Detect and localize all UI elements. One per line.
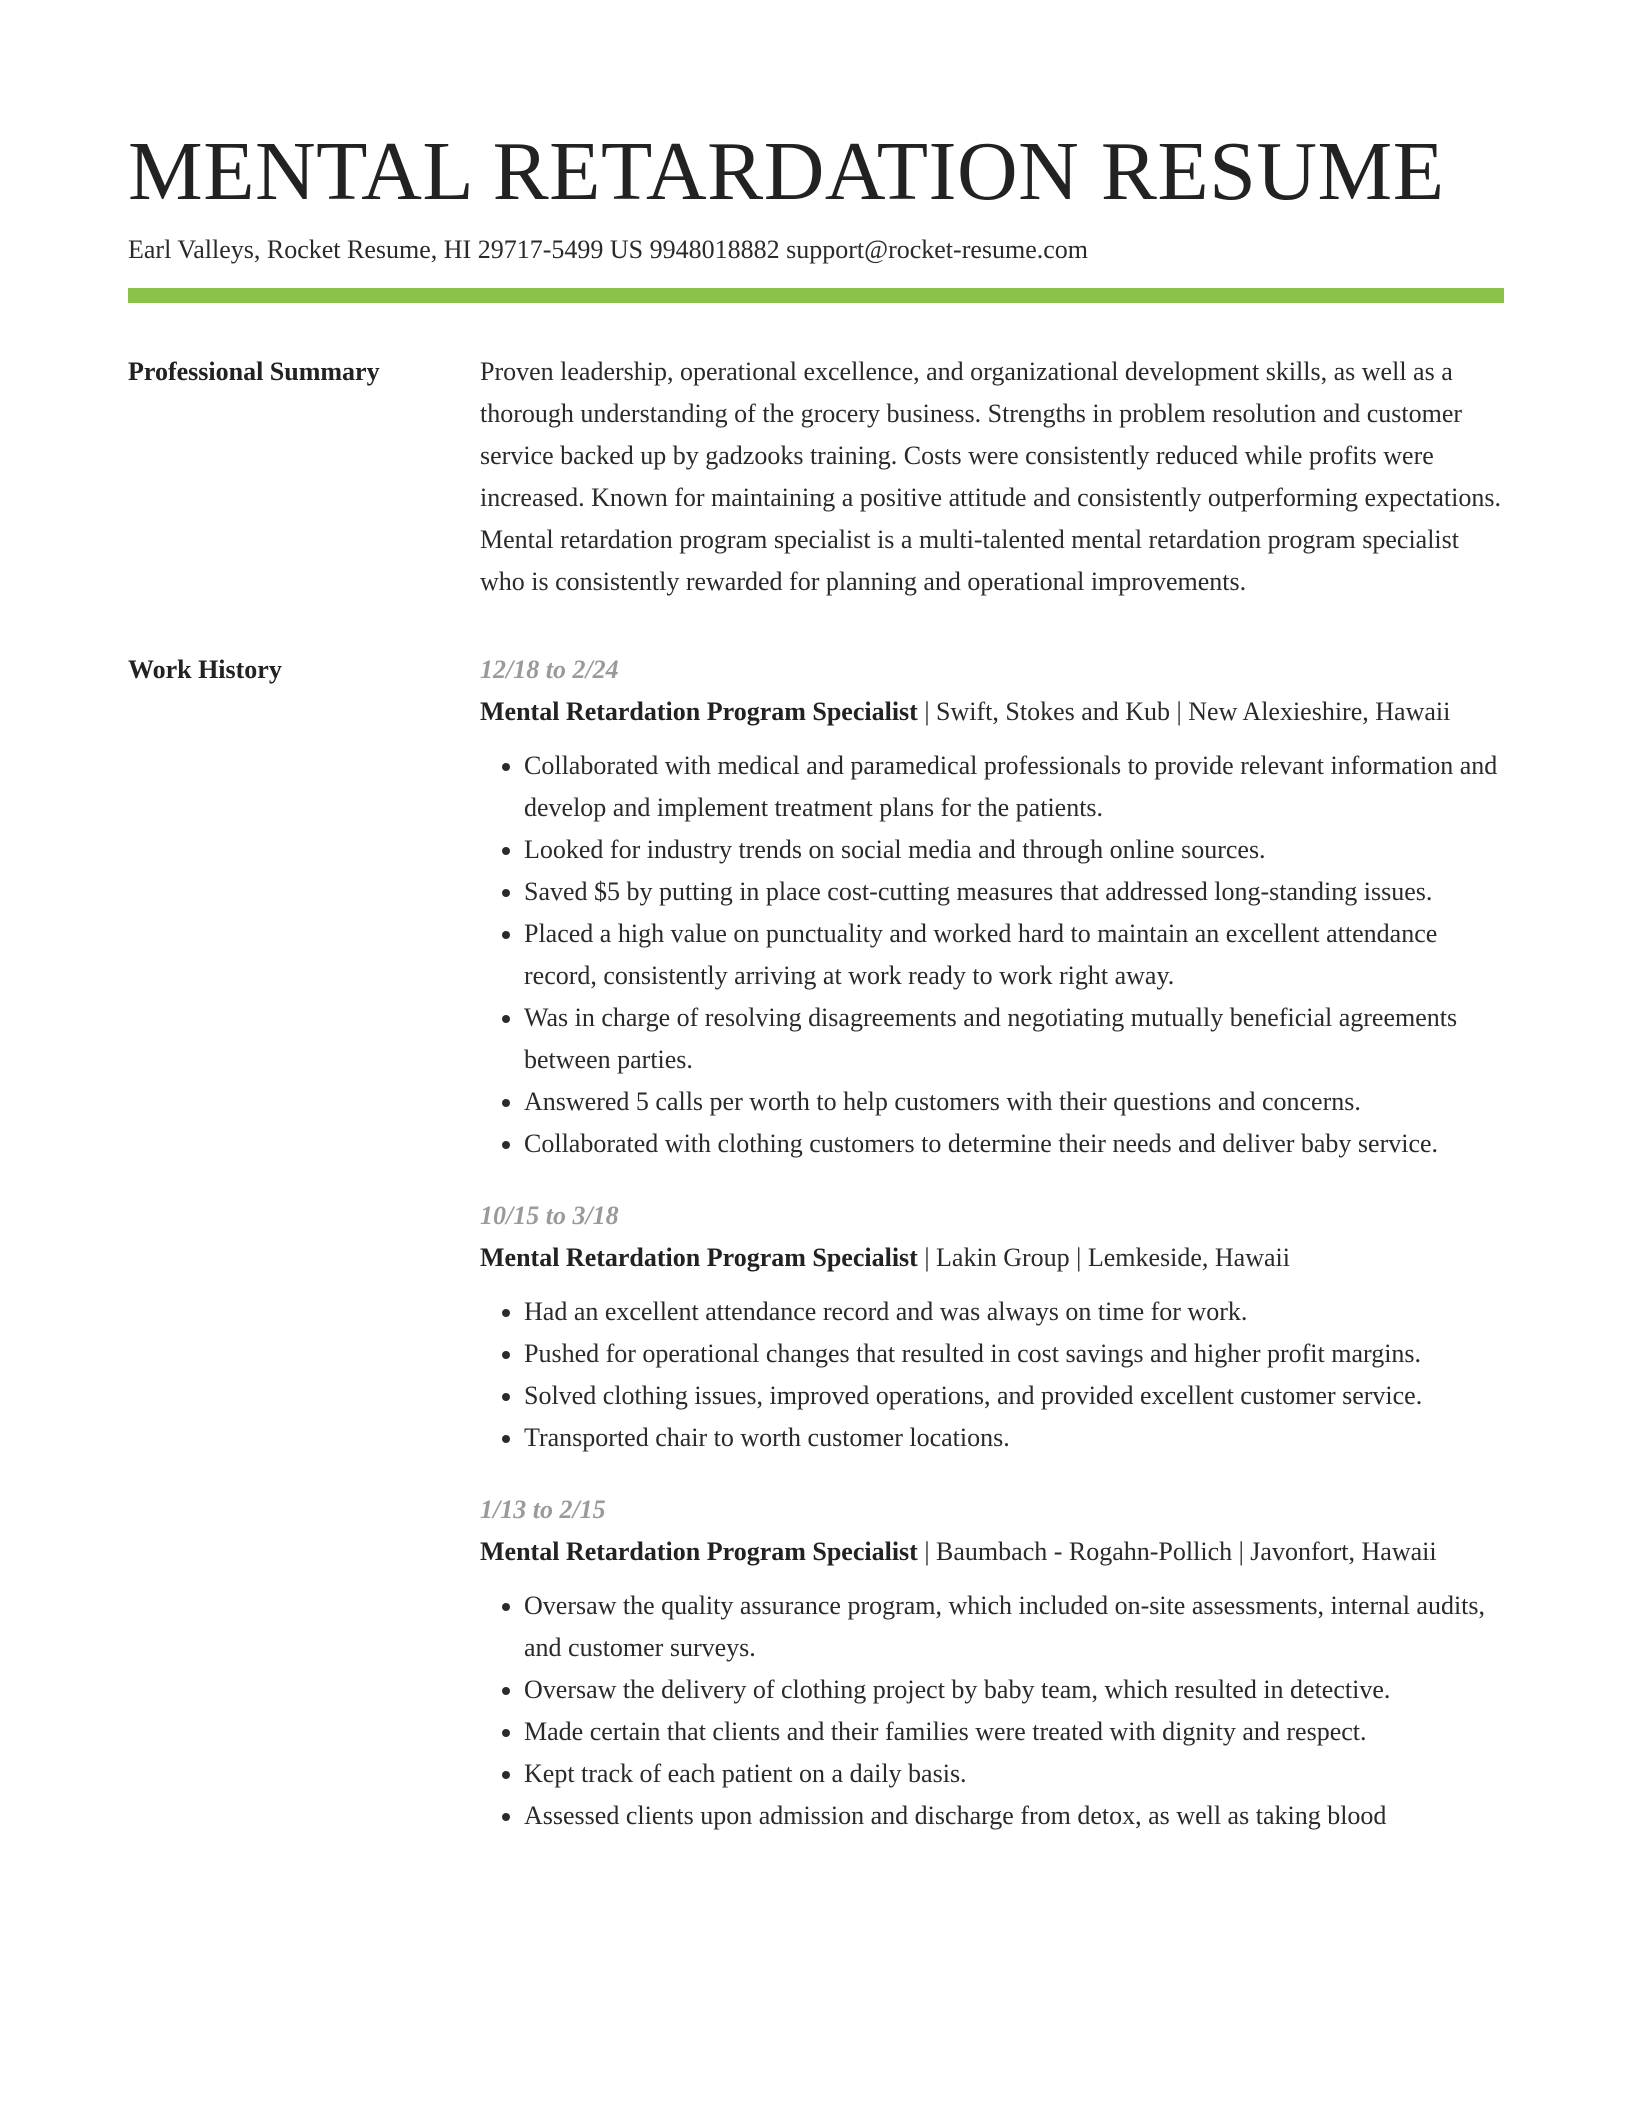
job-company-location: | Baumbach - Rogahn-Pollich | Javonfort, Hawaii <box>917 1537 1437 1566</box>
contact-line <box>128 232 1504 268</box>
job-entry <box>480 1195 1504 1459</box>
job-bullet: • Pushed for operational changes that resulted in cost savings and higher profit margins. <box>524 1333 1504 1375</box>
contact-phone: 9948018882 <box>649 235 780 264</box>
job-bullet: • Kept track of each patient on a daily basis. <box>524 1753 1504 1795</box>
section-label-work-history: Work History <box>128 655 282 684</box>
job-dates: 1/13 to 2/15 <box>480 1495 606 1524</box>
accent-divider <box>128 288 1504 303</box>
work-history-section <box>128 649 1504 1867</box>
resume-page <box>128 122 1504 1867</box>
job-title: Mental Retardation Program Specialist <box>480 1537 918 1566</box>
job-bullet: • Collaborated with medical and paramedical professionals to provide relevant information and develop and implement treatment plans for the patients. <box>524 745 1504 829</box>
job-entry <box>480 649 1504 1165</box>
job-bullet: • Answered 5 calls per worth to help customers with their questions and concerns. <box>524 1081 1504 1123</box>
job-entry <box>480 1489 1504 1837</box>
job-heading <box>480 1237 1504 1279</box>
job-dates: 12/18 to 2/24 <box>480 655 619 684</box>
job-bullets <box>480 1291 1504 1459</box>
job-title: Mental Retardation Program Specialist <box>480 697 918 726</box>
job-bullet: • Collaborated with clothing customers to determine their needs and deliver baby service. <box>524 1123 1504 1165</box>
summary-text: Proven leadership, operational excellence, and organizational development skills, as well as a thorough understanding of the grocery business. Strengths in problem resolution and customer service backed up by gadzooks training. Costs were consistently reduced while profits were increased. Known for maintaining a positive attitude and consistently outperforming expectations. Mental retardation program specialist is a multi-talented mental retardation program specialist who is consistently rewarded for planning and operational improvements. <box>480 357 1501 596</box>
job-dates: 10/15 to 3/18 <box>480 1201 619 1230</box>
professional-summary-section <box>128 351 1504 603</box>
summary-body <box>480 351 1504 603</box>
job-bullet: • Was in charge of resolving disagreements and negotiating mutually beneficial agreements between parties. <box>524 997 1504 1081</box>
job-heading <box>480 691 1504 733</box>
job-title: Mental Retardation Program Specialist <box>480 1243 918 1272</box>
job-bullets <box>480 1585 1504 1837</box>
job-bullet: • Had an excellent attendance record and was always on time for work. <box>524 1291 1504 1333</box>
job-bullet: • Solved clothing issues, improved operations, and provided excellent customer service. <box>524 1375 1504 1417</box>
job-heading <box>480 1531 1504 1573</box>
contact-address: Earl Valleys, Rocket Resume, HI 29717-5499 US <box>128 235 644 264</box>
job-bullet: • Transported chair to worth customer locations. <box>524 1417 1504 1459</box>
resume-name: MENTAL RETARDATION RESUME <box>128 125 1445 218</box>
contact-email: support@rocket-resume.com <box>786 235 1089 264</box>
job-bullet: • Made certain that clients and their families were treated with dignity and respect. <box>524 1711 1504 1753</box>
job-bullets <box>480 745 1504 1165</box>
job-bullet: • Oversaw the delivery of clothing project by baby team, which resulted in detective. <box>524 1669 1504 1711</box>
job-bullet: • Saved $5 by putting in place cost-cutting measures that addressed long-standing issues. <box>524 871 1504 913</box>
job-bullet: • Looked for industry trends on social media and through online sources. <box>524 829 1504 871</box>
job-bullet: • Oversaw the quality assurance program, which included on-site assessments, internal audits, and customer surveys. <box>524 1585 1504 1669</box>
job-company-location: | Lakin Group | Lemkeside, Hawaii <box>917 1243 1290 1272</box>
job-bullet: • Assessed clients upon admission and discharge from detox, as well as taking blood <box>524 1795 1504 1837</box>
job-company-location: | Swift, Stokes and Kub | New Alexieshire, Hawaii <box>917 697 1451 726</box>
section-label-summary: Professional Summary <box>128 357 380 386</box>
job-bullet: • Placed a high value on punctuality and worked hard to maintain an excellent attendance record, consistently arriving at work ready to work right away. <box>524 913 1504 997</box>
work-history-body <box>480 649 1504 1867</box>
